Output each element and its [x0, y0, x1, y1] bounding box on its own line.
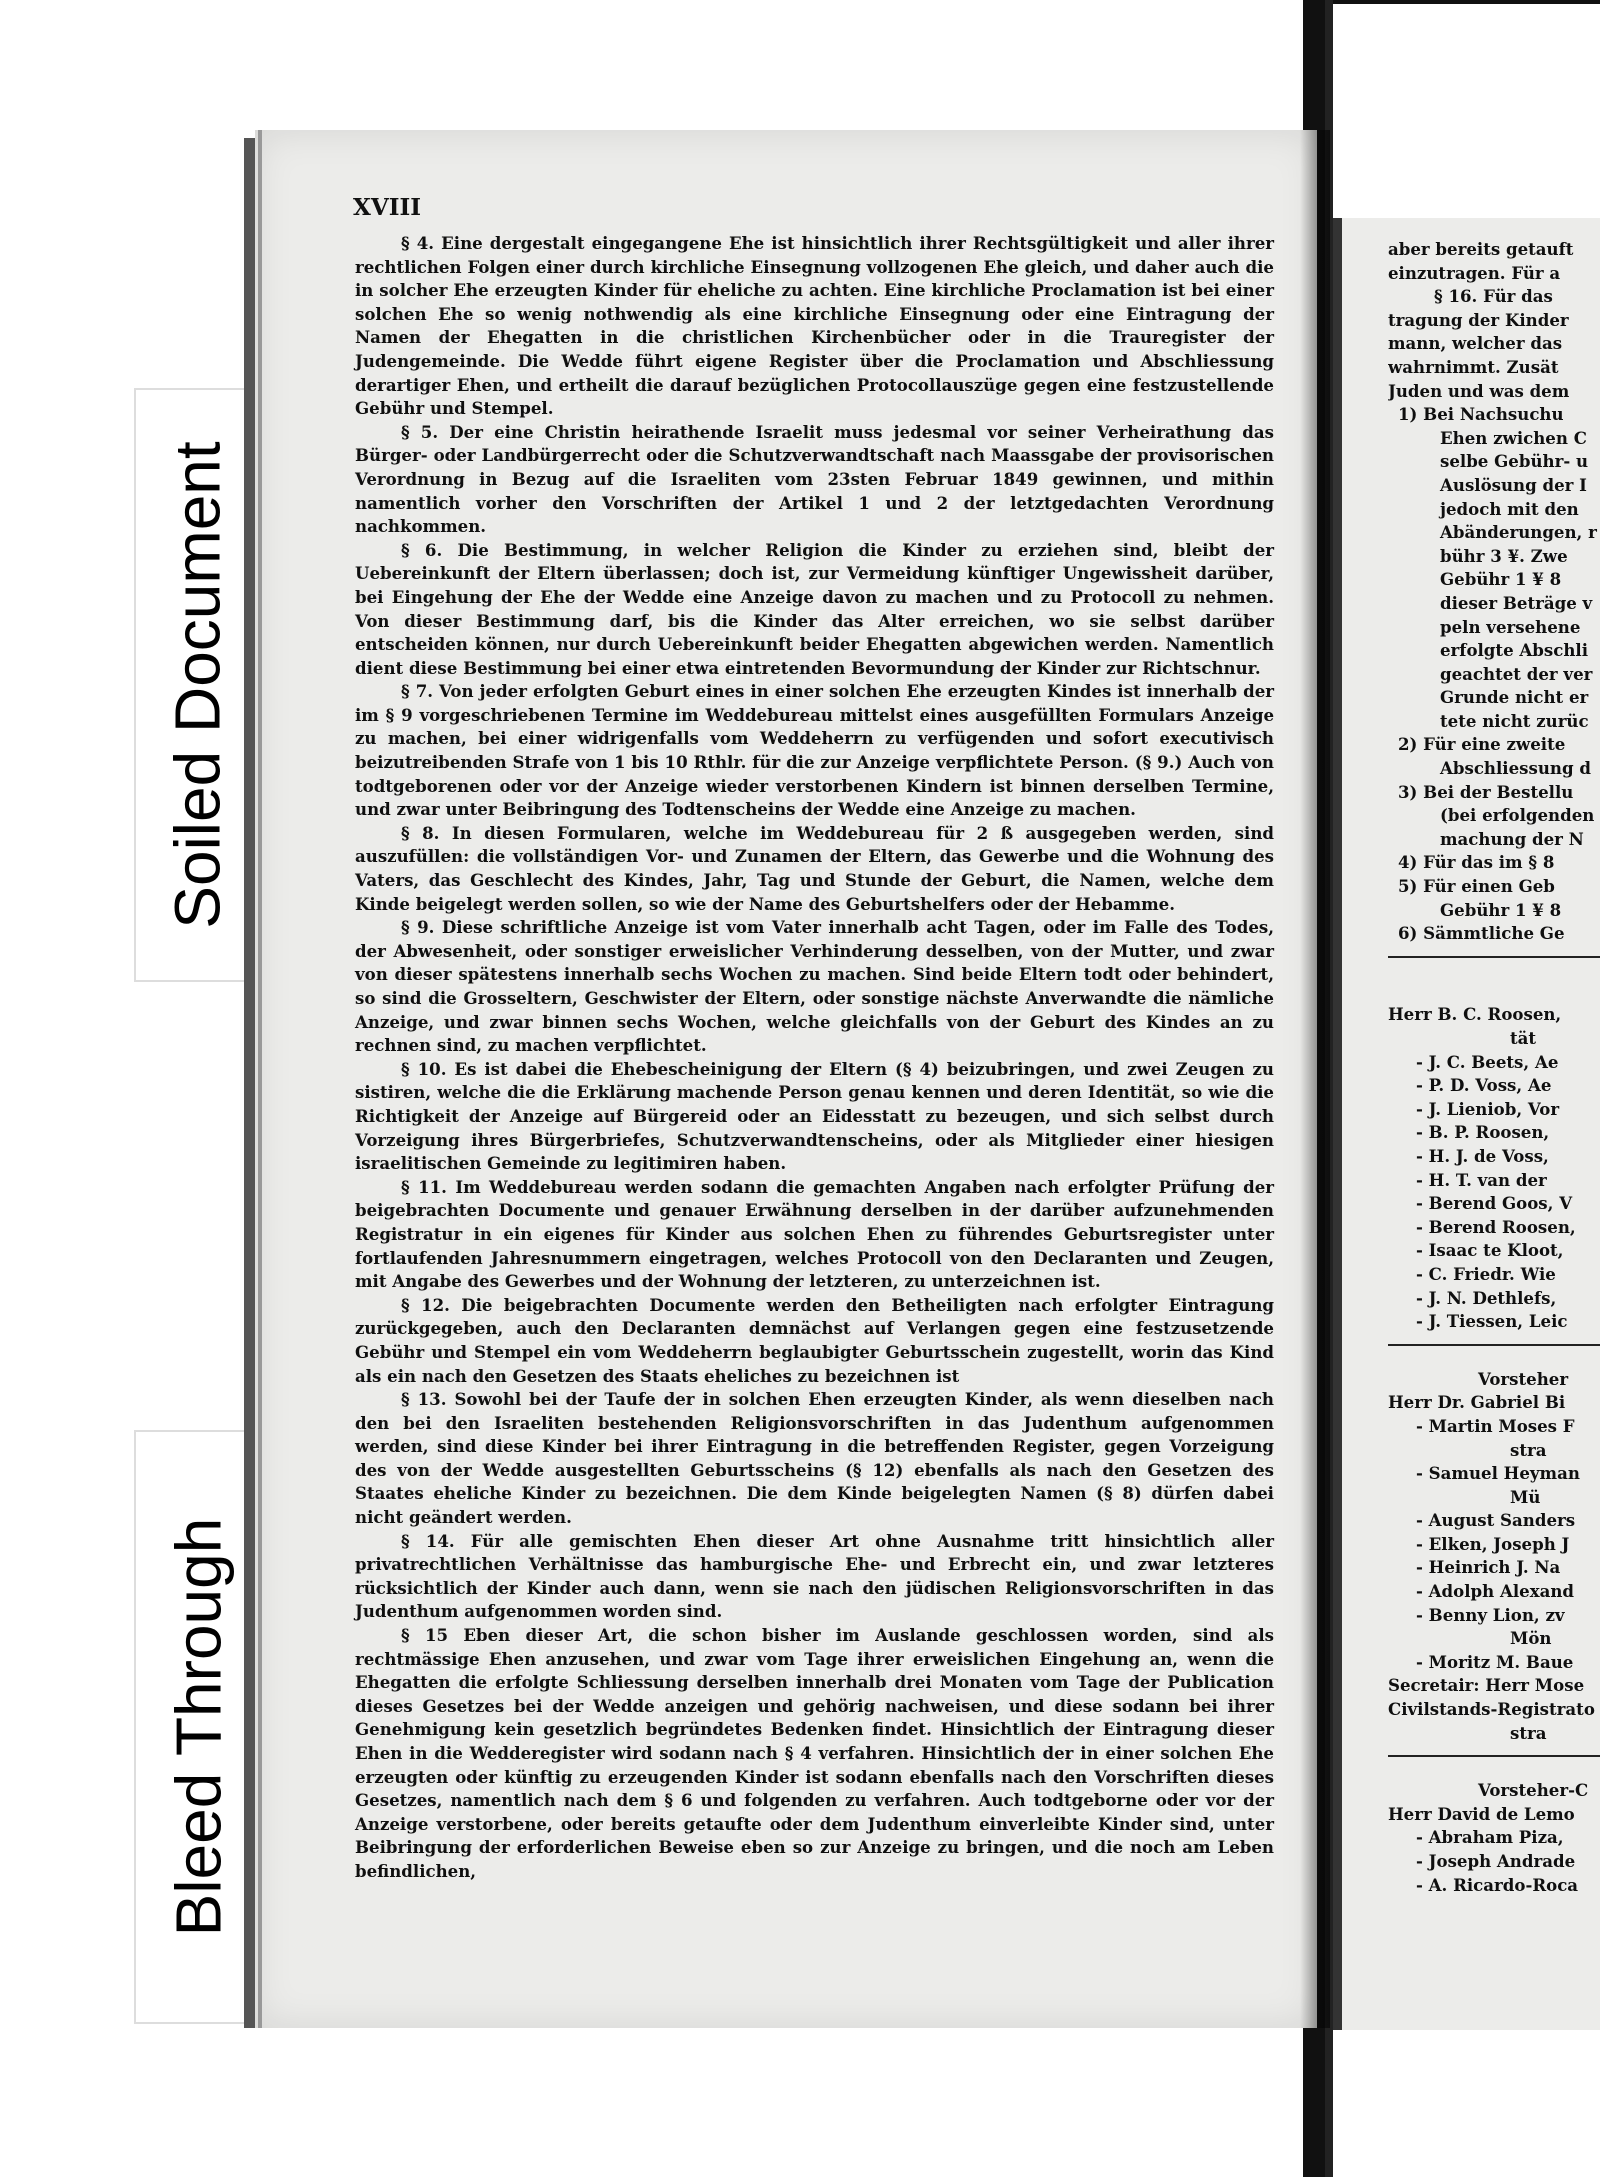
right-page-line: (bei erfolgenden [1440, 805, 1595, 826]
right-page-line: tät [1510, 1028, 1537, 1048]
section-rule [1388, 956, 1600, 970]
section-rule [1388, 1344, 1600, 1358]
right-page-line: § 16. Für das [1434, 286, 1553, 307]
right-page-line: 2) Für eine zweite [1398, 734, 1566, 755]
right-page-line: - Moritz M. Baue [1416, 1651, 1574, 1672]
right-page-line: - Berend Goos, V [1416, 1193, 1573, 1214]
right-page-line: - J. N. Dethlefs, [1416, 1287, 1557, 1308]
right-page-line: Mön [1510, 1628, 1552, 1649]
right-page-line: Herr B. C. Roosen, [1388, 1004, 1562, 1025]
right-page-line: Civilstands-Registrato [1388, 1699, 1595, 1720]
right-page-line: - B. P. Roosen, [1416, 1122, 1550, 1143]
right-page-line: - J. Lieniob, Vor [1416, 1098, 1560, 1119]
gutter-shadow [1300, 130, 1330, 2028]
right-page-line: - Benny Lion, zv [1416, 1604, 1565, 1625]
right-page-line: - Berend Roosen, [1416, 1216, 1576, 1237]
right-page-line: - P. D. Voss, Ae [1416, 1075, 1552, 1096]
paragraph: § 5. Der eine Christin heirathende Israelit muss jedesmal vor seiner Verheirathung das Bürger- oder Landbürgerrecht oder die Schutzverwandtschaft nach Maassgabe der provisorischen Verordnung in Bezug auf die Israeliten vom 23sten Februar 1849 gewinnen, und mithin namentlich vorher den Vorschriften der Artikel 1 und 2 der letztgedachten Verordnung nachkommen. [355, 421, 1274, 537]
right-page-line: Ehen zwichen C [1440, 427, 1587, 448]
right-page-line: Abänderungen, r [1440, 522, 1597, 543]
right-page-line: 1) Bei Nachsuchu [1398, 404, 1564, 425]
main-text-column [355, 232, 1274, 1884]
right-page-line: Juden und was dem [1388, 380, 1570, 401]
right-page-line: Secretair: Herr Mose [1388, 1675, 1585, 1696]
spacer [1388, 980, 1600, 1004]
right-page-line: Abschliessung d [1440, 758, 1591, 779]
right-page-line: machung der N [1440, 828, 1584, 849]
right-page-line: - August Sanders [1416, 1510, 1576, 1531]
section-heading: Vorsteher-C [1478, 1780, 1589, 1801]
paragraph: § 6. Die Bestimmung, in welcher Religion die Kinder zu erziehen sind, bleibt der Uebereinkunft der Eltern überlassen; doch ist, zur Vermeidung künftiger Ungewissheit darüber, bei Eingehung der Ehe der Wedde eine Anzeige davon zu machen und zu Protocoll zu nehmen. Von dieser Bestimmung darf, bis die Kinder das Alter erreichen, wo sie selbst darüber entscheiden können, nur durch Uebereinkunft beider Ehegatten abgewichen werden. Namentlich dient diese Bestimmung bei einer etwa eintretenden Bevormundung der Kinder zur Richtschnur. [355, 539, 1274, 678]
paragraph: § 13. Sowohl bei der Taufe der in solchen Ehen erzeugten Kinder, als wenn dieselben nach den bei den Israeliten bestehenden Religionsvorschriften in das Judenthum aufgenommen werden, sind diese Kinder bei ihrer Eintragung in die betreffenden Register, gegen Vorzeigung des von der Wedde ausgestellten Geburtsscheins (§ 12) ebenfalls als nach den Gesetzen des Staates eheliche Kinder zu bezeichnen. Die dem Kinde beigelegten Namen (§ 8) dürfen dabei nicht geändert werden. [355, 1389, 1274, 1528]
right-page-line: dieser Beträge v [1440, 592, 1593, 613]
right-page-line: - Isaac te Kloot, [1416, 1240, 1564, 1261]
right-page-line: Herr David de Lemo [1388, 1803, 1575, 1824]
right-page-line: 4) Für das im § 8 [1398, 852, 1555, 873]
right-page-line: mann, welcher das [1388, 333, 1563, 354]
right-page-line: peln versehene [1440, 616, 1581, 637]
bleed-through-label [134, 1430, 262, 2024]
right-page-line: tragung der Kinder [1388, 309, 1569, 330]
paragraph: § 8. In diesen Formularen, welche im Weddebureau für 2 ß ausgegeben werden, sind auszufüllen: die vollständigen Vor- und Zunamen der Eltern, das Gewerbe und die Wohnung des Vaters, das Geschlecht des Kindes, Jahr, Tag und Stunde der Geburt, die Namen, welche dem Kinde beigelegt werden sollen, so wie der Name des Geburtshelfers oder der Hebamme. [355, 822, 1274, 914]
section-rule [1388, 1755, 1600, 1769]
paragraph: § 15 Eben dieser Art, die schon bisher im Auslande geschlossen worden, sind als rechtmässige Ehen anzusehen, und zwar vom Tage ihrer erweislichen Eingehung an, wenn die Ehegatten die erfolgte Schliessung derselben innerhalb drei Monaten vom Tage der Publication dieses Gesetzes bei der Wedde anzeigen und gehörig nachweisen, und diese sodann bei ihrer Genehmigung kein gesetzlich begründetes Bedenken findet. Hinsichtlich der Eintragung dieser Ehen in die Wedderegister wird sodann nach § 4 verfahren. Hinsichtlich der in einer solchen Ehe erzeugten oder künftig zu erzeugenden Kinder ist sodann ebenfalls nach den Vorschriften dieses Gesetzes, namentlich nach dem § 6 und folgenden zu verfahren. Auch todtgeborne oder vor der Anzeige verstorbene, oder bereits getaufte oder dem Judenthum einverleibte Kinder sind, unter Beibringung der erforderlichen Beweise eben so zur Anzeige zu bringen, und die noch am Leben befindlichen, [355, 1625, 1274, 1881]
right-page-line: 6) Sämmtliche Ge [1398, 923, 1565, 944]
paragraph: § 4. Eine dergestalt eingegangene Ehe ist hinsichtlich ihrer Rechtsgültigkeit und aller ihrer rechtlichen Folgen einer durch kirchliche Einsegnung vollzogenen Ehe gleich, und daher auch die in solcher Ehe erzeugten Kinder für eheliche zu achten. Eine kirchliche Proclamation ist bei einer solchen Ehe so wenig nothwendig als eine kirchliche Einsegnung oder eine Eintragung der Namen der Ehegatten in die christlichen Kirchenbücher oder in die Trauregister der Judengemeinde. Die Wedde führt eigene Register über die Proclamation und Abschliessung derartiger Ehen, und ertheilt die darauf bezüglichen Protocollauszüge gegen eine festzustellende Gebühr und Stempel. [355, 233, 1274, 419]
right-page-line: 3) Bei der Bestellu [1398, 781, 1574, 802]
top-border [1303, 0, 1600, 4]
right-page-line: Mü [1510, 1486, 1541, 1507]
right-page-line: jedoch mit den [1440, 498, 1579, 519]
right-page-line: - J. Tiessen, Leic [1416, 1311, 1568, 1332]
right-page-line: tete nicht zurüc [1440, 710, 1589, 731]
right-page-line: - Adolph Alexand [1416, 1581, 1575, 1602]
right-page-line: - Martin Moses F [1416, 1415, 1575, 1436]
right-page-line: - C. Friedr. Wie [1416, 1263, 1556, 1284]
right-page-line: - Samuel Heyman [1416, 1463, 1580, 1484]
right-page-line: selbe Gebühr- u [1440, 451, 1589, 472]
soiled-document-label-text: Soiled Document [162, 441, 234, 929]
bleed-through-label-text: Bleed Through [162, 1517, 234, 1937]
right-page-line: - Joseph Andrade [1416, 1851, 1576, 1871]
paragraph: § 14. Für alle gemischten Ehen dieser Art ohne Ausnahme tritt hinsichtlich aller privatrechtlichen Verhältnisse das hamburgische Ehe- und Erbrecht ein, und zwar letzteres rücksichtlich der Kinder auch dann, wenn sie nach den jüdischen Religionsvorschriften in das Judenthum aufgenommen worden sind. [355, 1530, 1274, 1622]
right-page-text [1388, 238, 1600, 1897]
right-page-line: Herr Dr. Gabriel Bi [1388, 1392, 1566, 1413]
right-page-line: aber bereits getauft [1388, 239, 1574, 259]
right-page-line: stra [1510, 1722, 1547, 1743]
paragraph: § 9. Diese schriftliche Anzeige ist vom Vater innerhalb acht Tagen, oder im Falle des Todes, der Abwesenheit, oder sonstiger erweislicher Verhinderung desselben, von der Mutter, und zwar von dieser spätestens innerhalb sechs Wochen zu machen. Sind beide Eltern todt oder behindert, so sind die Grosseltern, Geschwister der Eltern, oder sonstige nächste Anverwandte die nämliche Anzeige, und zwar binnen sechs Wochen, welche gleichfalls von der Geburt des Kindes an zu rechnen sind, zu machen verpflichtet. [355, 917, 1274, 1056]
left-page-edge-highlight [258, 130, 262, 2028]
right-page-line: - Abraham Piza, [1416, 1827, 1564, 1848]
right-page-line: - Elken, Joseph J [1416, 1533, 1570, 1554]
right-page-line: wahrnimmt. Zusät [1388, 356, 1559, 377]
right-page-line: - H. T. van der [1416, 1169, 1547, 1190]
paragraph: § 10. Es ist dabei die Ehebescheinigung der Eltern (§ 4) beizubringen, und zwei Zeugen zu sistiren, welche die die Erklärung machende Person genau kennen und deren Identität, so wie die Richtigkeit der Anzeige auf Bürgereid oder an Eidesstatt zu bezeugen, und sich selbst durch Vorzeigung ihres Bürgerbriefes, Schutzverwandtenscheins, oder als Mitglieder einer hiesigen israelitischen Gemeinde zu legitimiren haben. [355, 1058, 1274, 1174]
right-page-line: bühr 3 ¥. Zwe [1440, 545, 1568, 566]
right-page-line: Auslösung der I [1440, 474, 1587, 495]
right-page-line: stra [1510, 1439, 1547, 1460]
soiled-document-label [134, 388, 262, 982]
right-page-line: erfolgte Abschli [1440, 640, 1589, 661]
right-page-line: einzutragen. Für a [1388, 262, 1561, 283]
right-page-line: Gebühr 1 ¥ 8 [1440, 569, 1562, 590]
right-page-line: - A. Ricardo-Roca [1416, 1874, 1579, 1895]
paragraph: § 12. Die beigebrachten Documente werden den Betheiligten nach erfolgter Eintragung zurückgegeben, auch den Declaranten demnächst auf Verlangen gegen eine festzusetzende Gebühr und Stempel ein vom Weddeherrn beglaubigter Geburtsschein zugestellt, worin das Kind als ein nach den Gesetzen des Staats eheliches zu bezeichnen ist [355, 1294, 1274, 1386]
right-page-line: 5) Für einen Geb [1398, 876, 1555, 897]
right-page-line: Grunde nicht er [1440, 687, 1589, 708]
right-page-line: Gebühr 1 ¥ 8 [1440, 899, 1562, 920]
right-page-line: - H. J. de Voss, [1416, 1145, 1549, 1166]
right-page-line: - Heinrich J. Na [1416, 1557, 1561, 1578]
page-number: XVIII [353, 194, 421, 221]
paragraph: § 11. Im Weddebureau werden sodann die gemachten Angaben nach erfolgter Prüfung der beigebrachten Documente und genauer Erwähnung derselben in der darüber aufzunehmenden Registratur in ein eigenes für Kinder aus solchen Ehen zu führendes Geburtsregister unter fortlaufenden Jahresnummern eingetragen, welches Protocoll von den Declaranten und Zeugen, mit Angabe des Gewerbes und der Wohnung der letzteren, zu unterzeichnen ist. [355, 1176, 1274, 1292]
right-page-line: - J. C. Beets, Ae [1416, 1051, 1559, 1072]
paragraph: § 7. Von jeder erfolgten Geburt eines in einer solchen Ehe erzeugten Kindes ist innerhalb der im § 9 vorgeschriebenen Termine im Weddebureau mittelst eines ausgefüllten Formulars Anzeige zu machen, bei einer widrigenfalls vom Weddeherrn zu verfügenden und sofort executivisch beizutreibenden Strafe von 1 bis 10 Rthlr. für die zur Anzeige verpflichtete Person. (§ 9.) Auch von todtgeborenen oder vor der Anzeige wieder verstorbenen Kindern ist binnen derselben Termine, und zwar unter Beibringung des Todtenscheins der Wedde eine Anzeige zu machen. [355, 681, 1274, 820]
right-page-line: geachtet der ver [1440, 663, 1593, 684]
section-heading: Vorsteher [1478, 1368, 1569, 1389]
